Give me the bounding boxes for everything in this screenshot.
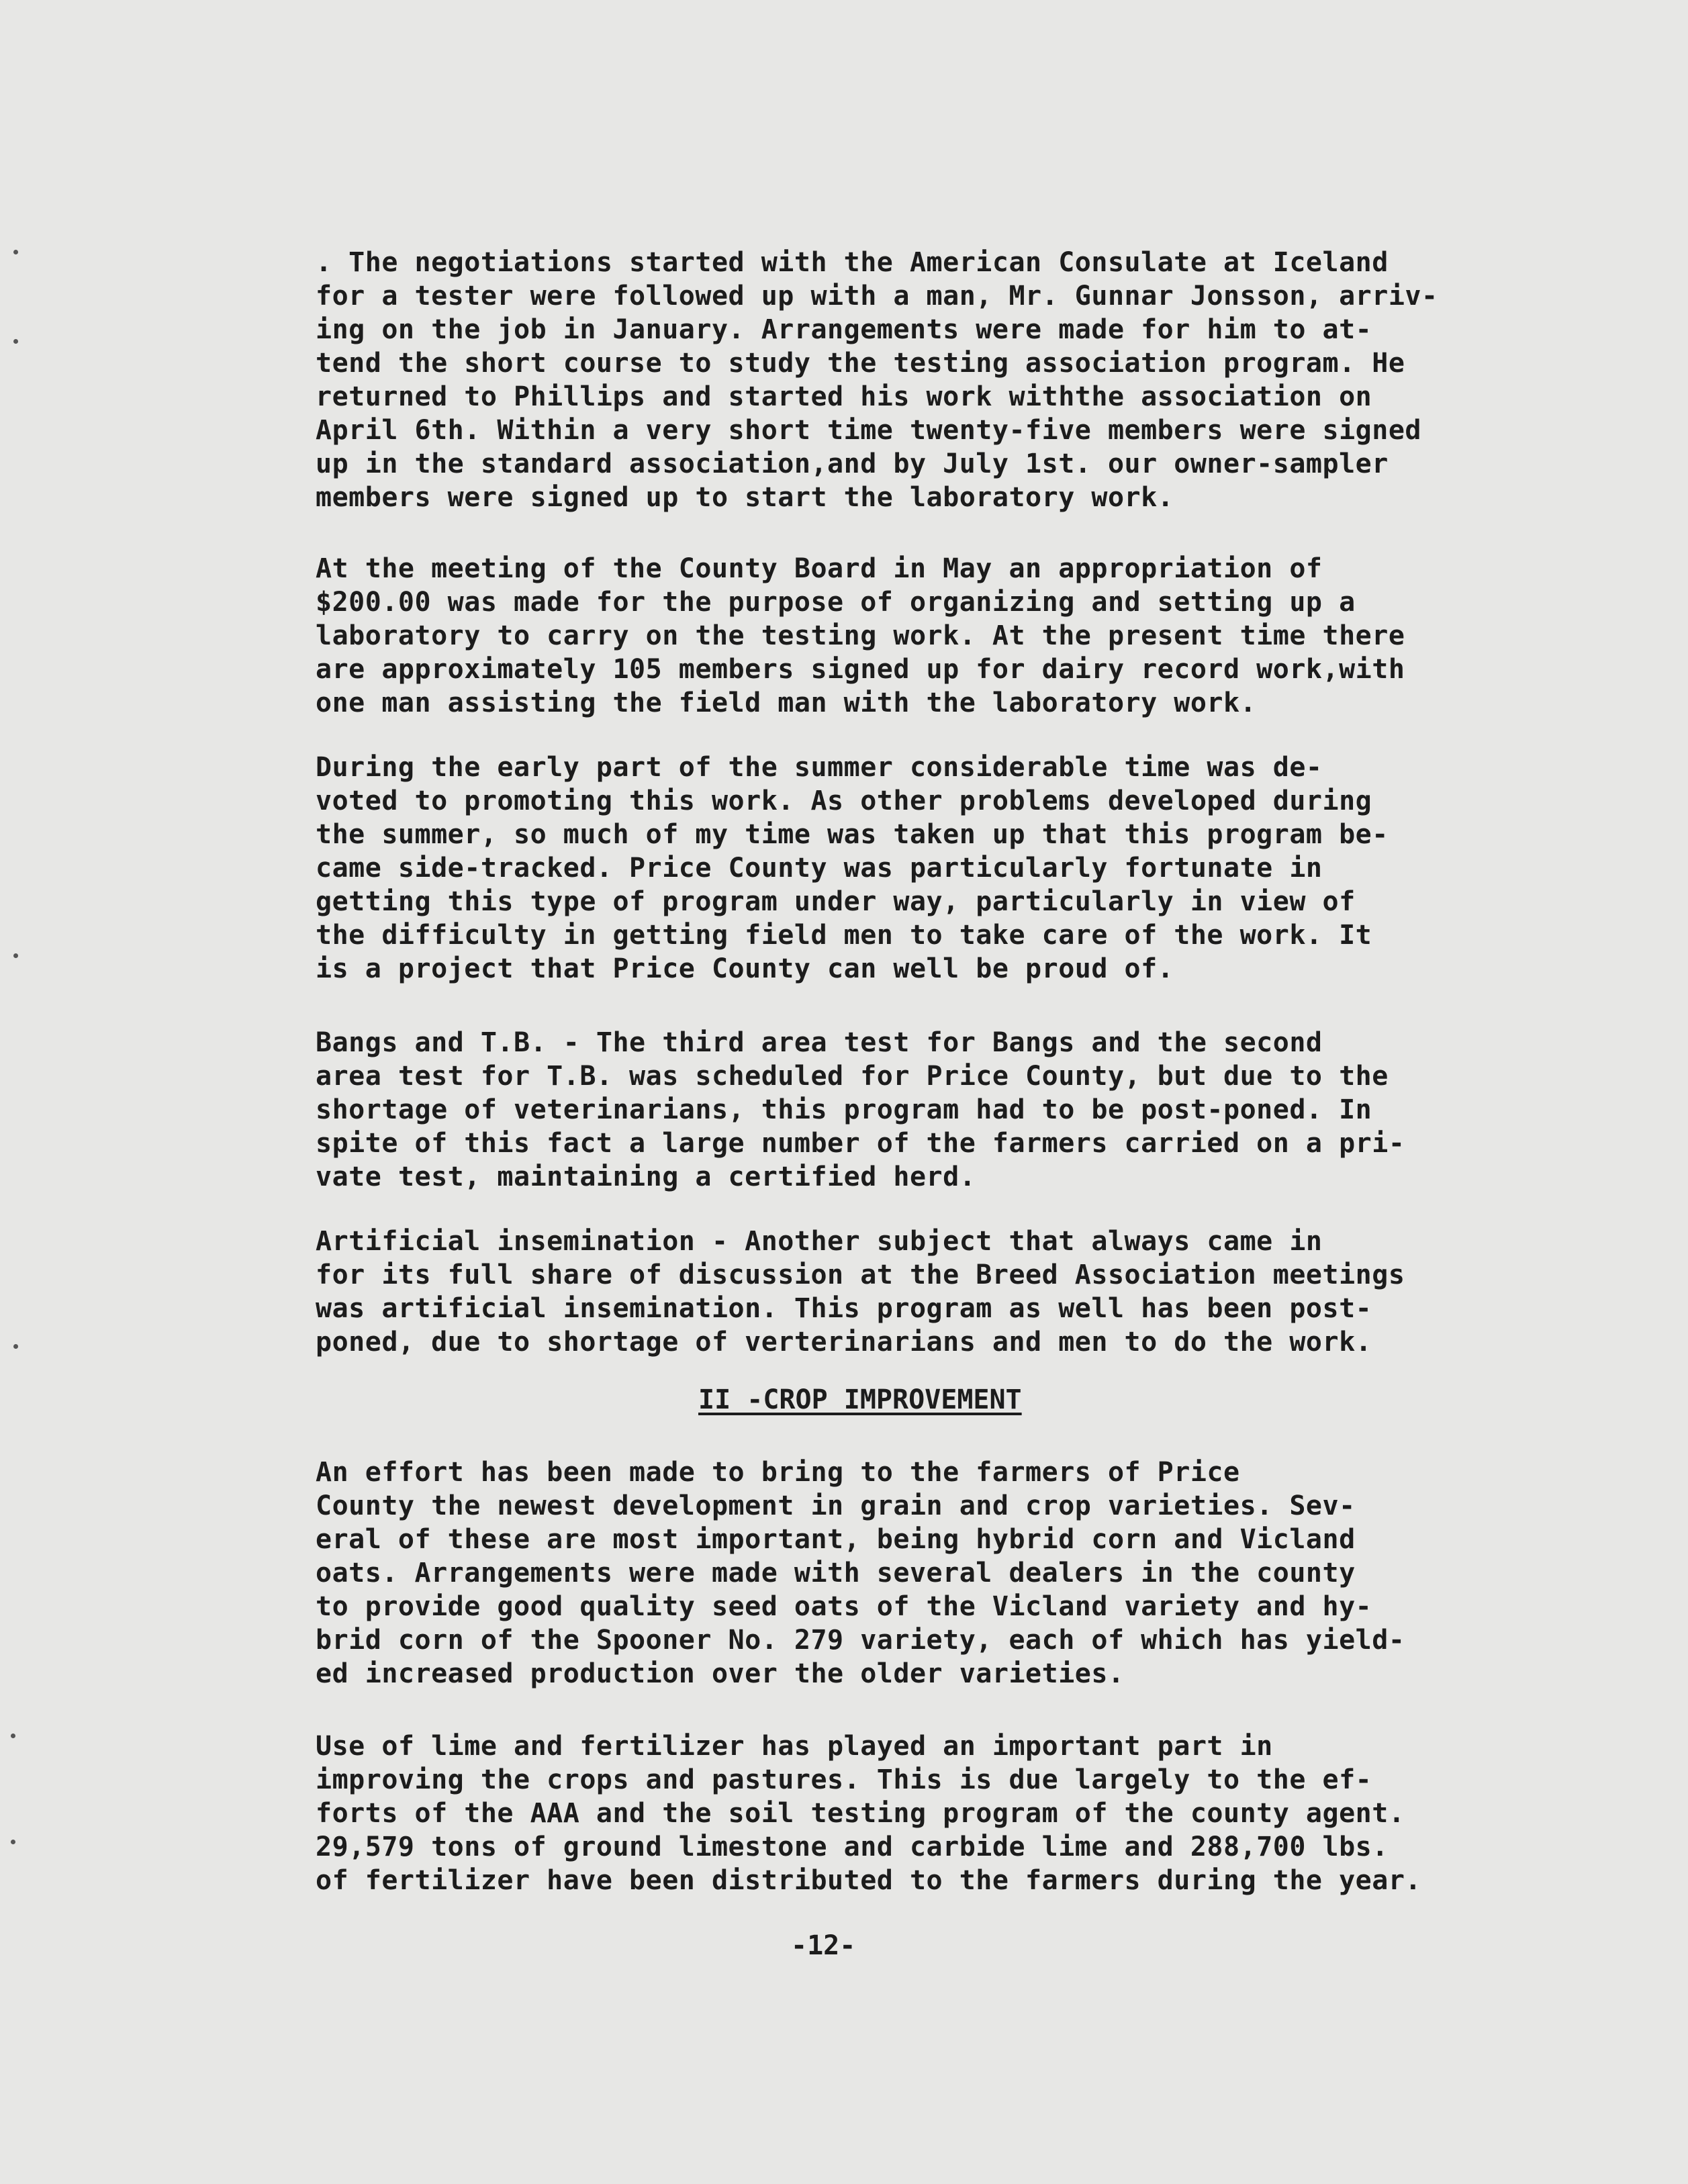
text-line: ing on the job in January. Arrangements were made for him to at-	[316, 314, 1372, 345]
text-line: 29,579 tons of ground limestone and carbide lime and 288,700 lbs.	[316, 1832, 1389, 1862]
text-line: for its full share of discussion at the Breed Association meetings	[316, 1260, 1405, 1290]
text-line: up in the standard association,and by July 1st. our owner-sampler	[316, 448, 1389, 479]
text-line: April 6th. Within a very short time twenty-five members were signed	[316, 415, 1421, 446]
text-line: Bangs and T.B. - The third area test for Bangs and the second	[316, 1027, 1323, 1058]
paragraph-summer-promotion	[316, 751, 1470, 986]
scan-speck	[13, 953, 18, 958]
paragraph-tester-negotiations	[316, 246, 1470, 514]
page-number: -12-	[791, 1930, 856, 1961]
text-line: At the meeting of the County Board in May an appropriation of	[316, 553, 1323, 584]
paragraph-county-board-appropriation	[316, 552, 1470, 720]
scan-speck	[13, 339, 18, 344]
text-line: of fertilizer have been distributed to the farmers during the year.	[316, 1865, 1421, 1896]
text-line: Artificial insemination - Another subject that always came in	[316, 1226, 1323, 1257]
text-line: brid corn of the Spooner No. 279 variety, each of which has yield-	[316, 1625, 1405, 1656]
text-line: members were signed up to start the laboratory work.	[316, 482, 1174, 513]
text-line: the summer, so much of my time was taken up that this program be-	[316, 819, 1389, 850]
scan-speck	[13, 250, 18, 254]
text-line: An effort has been made to bring to the farmers of Price	[316, 1457, 1240, 1488]
text-line: was artificial insemination. This program as well has been post-	[316, 1293, 1372, 1324]
text-line: are approximately 105 members signed up for dairy record work,with	[316, 654, 1405, 685]
paragraph-crop-varieties	[316, 1456, 1470, 1691]
text-line: forts of the AAA and the soil testing program of the county agent.	[316, 1798, 1405, 1829]
text-line: area test for T.B. was scheduled for Price County, but due to the	[316, 1061, 1389, 1092]
text-line: laboratory to carry on the testing work. At the present time there	[316, 620, 1405, 651]
scan-speck	[11, 1840, 15, 1844]
text-line: shortage of veterinarians, this program had to be post-poned. In	[316, 1094, 1372, 1125]
text-line: returned to Phillips and started his work withthe association on	[316, 381, 1372, 412]
text-line: ed increased production over the older varieties.	[316, 1658, 1125, 1689]
text-line: eral of these are most important, being hybrid corn and Vicland	[316, 1524, 1356, 1555]
text-line: for a tester were followed up with a man, Mr. Gunnar Jonsson, arriv-	[316, 281, 1438, 312]
text-line: came side-tracked. Price County was particularly fortunate in	[316, 853, 1323, 884]
text-line: getting this type of program under way, particularly in view of	[316, 886, 1356, 917]
text-line: voted to promoting this work. As other problems developed during	[316, 786, 1372, 816]
paragraph-bangs-and-tb	[316, 1026, 1470, 1194]
text-line: Use of lime and fertilizer has played an important part in	[316, 1731, 1273, 1762]
paragraph-lime-and-fertilizer	[316, 1729, 1470, 1897]
text-line: County the newest development in grain and crop varieties. Sev-	[316, 1490, 1356, 1521]
text-line: tend the short course to study the testing association program. He	[316, 348, 1405, 379]
section-heading: II -CROP IMPROVEMENT	[698, 1384, 1022, 1415]
scan-speck	[11, 1734, 15, 1738]
text-line: one man assisting the field man with the laboratory work.	[316, 687, 1257, 718]
text-line: is a project that Price County can well be proud of.	[316, 953, 1174, 984]
paragraph-artificial-insemination	[316, 1225, 1470, 1359]
text-line: spite of this fact a large number of the farmers carried on a pri-	[316, 1128, 1405, 1159]
text-line: the difficulty in getting field men to take care of the work. It	[316, 920, 1372, 951]
text-line: poned, due to shortage of verterinarians and men to do the work.	[316, 1327, 1372, 1358]
text-line: oats. Arrangements were made with several dealers in the county	[316, 1558, 1356, 1588]
text-line: $200.00 was made for the purpose of organizing and setting up a	[316, 587, 1356, 618]
scan-speck	[13, 1344, 18, 1349]
text-line: During the early part of the summer considerable time was de-	[316, 752, 1323, 783]
text-line: . The negotiations started with the American Consulate at Iceland	[316, 247, 1389, 278]
text-line: improving the crops and pastures. This is due largely to the ef-	[316, 1764, 1372, 1795]
text-line: vate test, maintaining a certified herd.	[316, 1161, 976, 1192]
text-line: to provide good quality seed oats of the Vicland variety and hy-	[316, 1591, 1372, 1622]
